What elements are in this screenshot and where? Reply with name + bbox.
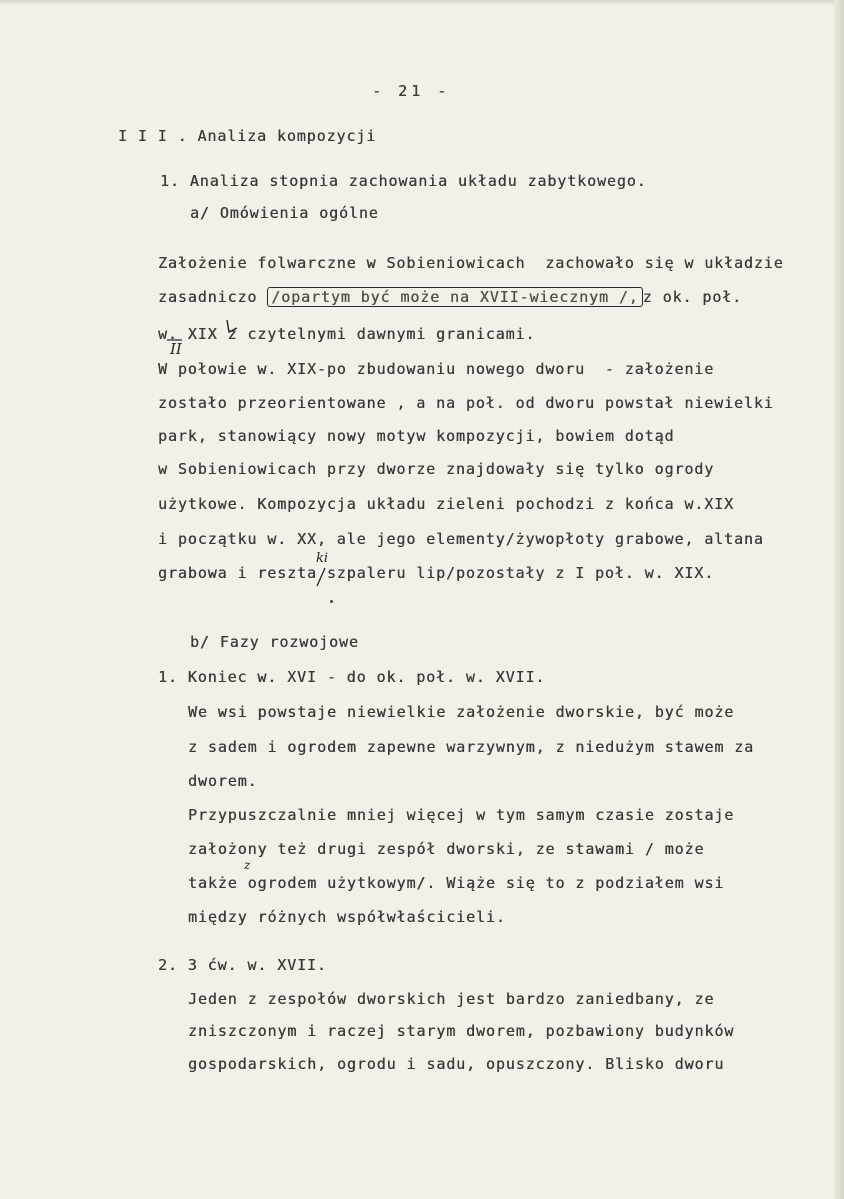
- phase-heading: 2. 3 ćw. w. XVII.: [158, 956, 327, 974]
- subsection-a-heading: a/ Omówienia ogólne: [190, 204, 379, 222]
- text-line: Jeden z zespołów dworskich jest bardzo zaniedbany, ze: [188, 990, 715, 1008]
- text-line: w Sobieniowicach przy dworze znajdowały się tylko ogrody: [158, 460, 715, 478]
- page-edge: [834, 0, 844, 1199]
- text-line: między różnych współwłaścicieli.: [188, 908, 506, 926]
- handwritten-annotation: z: [244, 858, 251, 872]
- text-line: założony też drugi zespół dworski, ze stawami / może: [188, 840, 705, 858]
- text-line: [158, 288, 742, 306]
- text-line: W połowie w. XIX-po zbudowaniu nowego dworu - założenie: [158, 360, 715, 378]
- text-line: w. XIX z czytelnymi dawnymi granicami.: [158, 325, 536, 343]
- page-edge: [0, 0, 844, 6]
- ink-dot: [330, 600, 333, 603]
- text-line: We wsi powstaje niewielkie założenie dworskie, być może: [188, 703, 735, 721]
- underline-mark-icon: [166, 338, 184, 342]
- handwritten-annotation: ki: [316, 551, 329, 566]
- text-line: użytkowe. Kompozycja układu zieleni pochodzi z końca w.XIX: [158, 495, 734, 513]
- phase-heading: 1. Koniec w. XVI - do ok. poł. w. XVII.: [158, 668, 546, 686]
- text-line: i początku w. XX, ale jego elementy/żywopłoty grabowe, altana: [158, 530, 764, 548]
- text-line: zniszczonym i raczej starym dworem, pozbawiony budynków: [188, 1022, 735, 1040]
- page-number: - 21 -: [372, 82, 451, 100]
- text-fragment: z ok. poł.: [642, 288, 743, 306]
- text-line: Założenie folwarczne w Sobieniowicach zachowało się w układzie: [158, 254, 784, 272]
- text-line: także ogrodem użytkowym/. Wiąże się to z podziałem wsi: [188, 874, 725, 892]
- correction-stroke-icon: [314, 566, 328, 588]
- text-line: dworem.: [188, 772, 258, 790]
- handwritten-annotation: II: [170, 340, 182, 358]
- subsection-heading: 1. Analiza stopnia zachowania układu zabytkowego.: [160, 172, 647, 190]
- text-line: z sadem i ogrodem zapewne warzywnym, z niedużym stawem za: [188, 738, 755, 756]
- text-line: Przypuszczalnie mniej więcej w tym samym czasie zostaje: [188, 806, 735, 824]
- text-line: grabowa i reszta szpaleru lip/pozostały z I poł. w. XIX.: [158, 564, 715, 582]
- boxed-annotation: /opartym być może na XVII-wiecznym /,: [267, 287, 642, 307]
- text-line: gospodarskich, ogrodu i sadu, opuszczony. Blisko dworu: [188, 1055, 725, 1073]
- section-heading: I I I . Analiza kompozycji: [118, 127, 377, 145]
- subsection-b-heading: b/ Fazy rozwojowe: [190, 633, 359, 651]
- text-line: park, stanowiący nowy motyw kompozycji, bowiem dotąd: [158, 427, 675, 445]
- caret-mark-icon: [224, 318, 240, 336]
- text-fragment: zasadniczo: [158, 288, 268, 306]
- text-line: zostało przeorientowane , a na poł. od dworu powstał niewielki: [158, 394, 774, 412]
